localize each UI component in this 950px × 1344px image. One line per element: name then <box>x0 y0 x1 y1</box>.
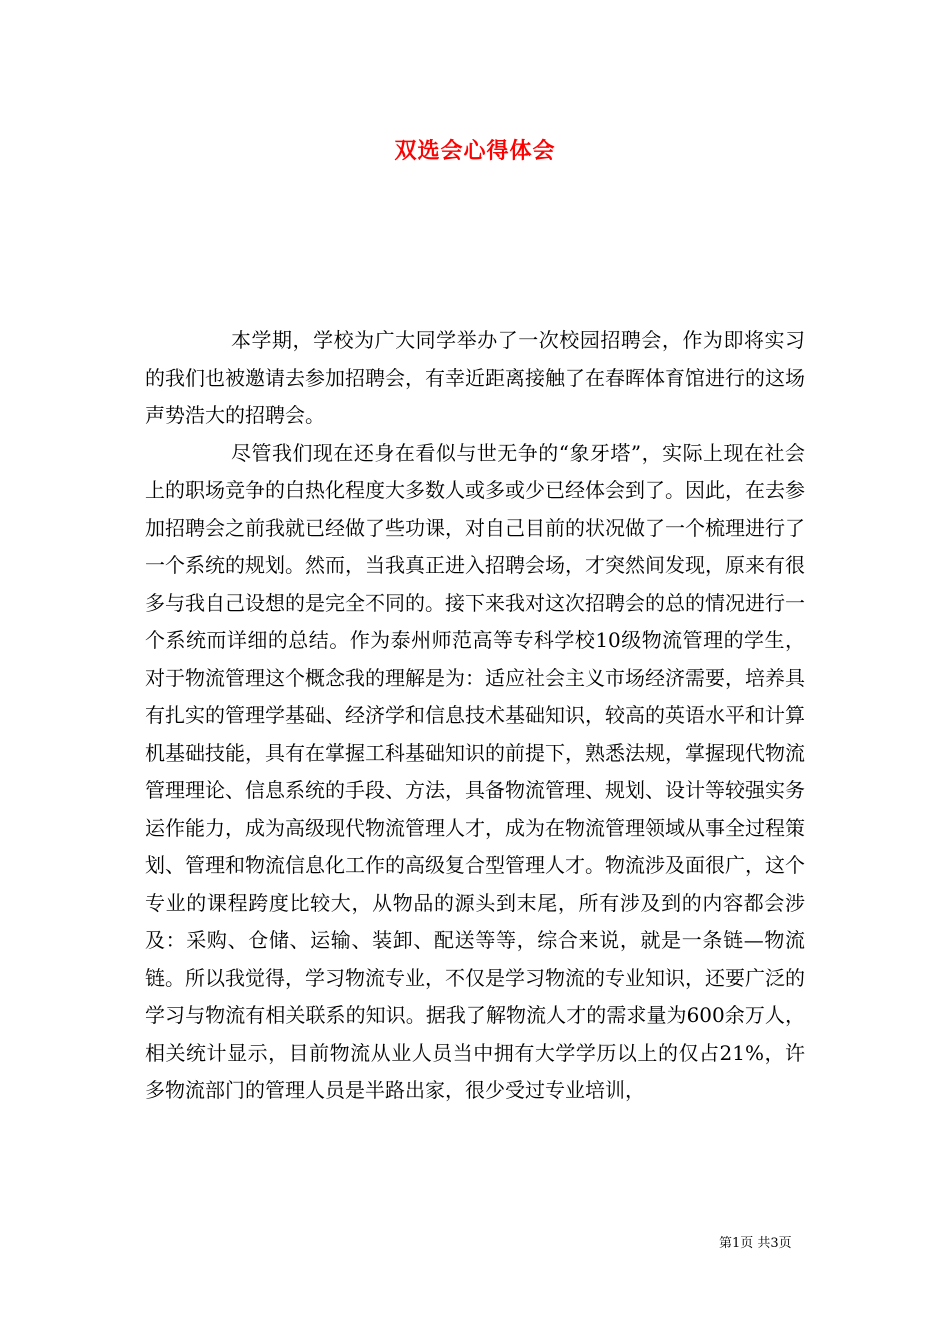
page-number-footer: 第1页 共3页 <box>719 1236 792 1251</box>
document-body <box>145 322 805 1110</box>
paragraph-1: 本学期，学校为广大同学举办了一次校园招聘会，作为即将实习的我们也被邀请去参加招聘会，有幸近距离接触了在春晖体育馆进行的这场声势浩大的招聘会。 <box>145 328 805 427</box>
document-title: 双选会心得体会 <box>394 138 556 164</box>
paragraph-2: 尽管我们现在还身在看似与世无争的“象牙塔”，实际上现在社会上的职场竞争的白热化程度大多数人或多或少已经体会到了。因此，在去参加招聘会之前我就已经做了些功课，对自己目前的状况做了一个梳理进行了一个系统的规划。然而，当我真正进入招聘会场，才突然间发现，原来有很多与我自己设想的是完全不同的。接下来我对这次招聘会的总的情况进行一个系统而详细的总结。作为泰州师范高等专科学校10级物流管理的学生，对于物流管理这个概念我的理解是为：适应社会主义市场经济需要，培养具有扎实的管理学基础、经济学和信息技术基础知识，较高的英语水平和计算机基础技能，具有在掌握工科基础知识的前提下，熟悉法规，掌握现代物流管理理论、信息系统的手段、方法，具备物流管理、规划、设计等较强实务运作能力，成为高级现代物流管理人才，成为在物流管理领域从事全过程策划、管理和物流信息化工作的高级复合型管理人才。物流涉及面很广，这个专业的课程跨度比较大，从物品的源头到末尾，所有涉及到的内容都会涉及：采购、仓储、运输、装卸、配送等等，综合来说，就是一条链—物流链。所以我觉得，学习物流专业，不仅是学习物流的专业知识，还要广泛的学习与物流有相关联系的知识。据我了解物流人才的需求量为600余万人，相关统计显示，目前物流从业人员当中拥有大学学历以上的仅占21%，许多物流部门的管理人员是半路出家，很少受过专业培训， <box>145 440 805 1102</box>
